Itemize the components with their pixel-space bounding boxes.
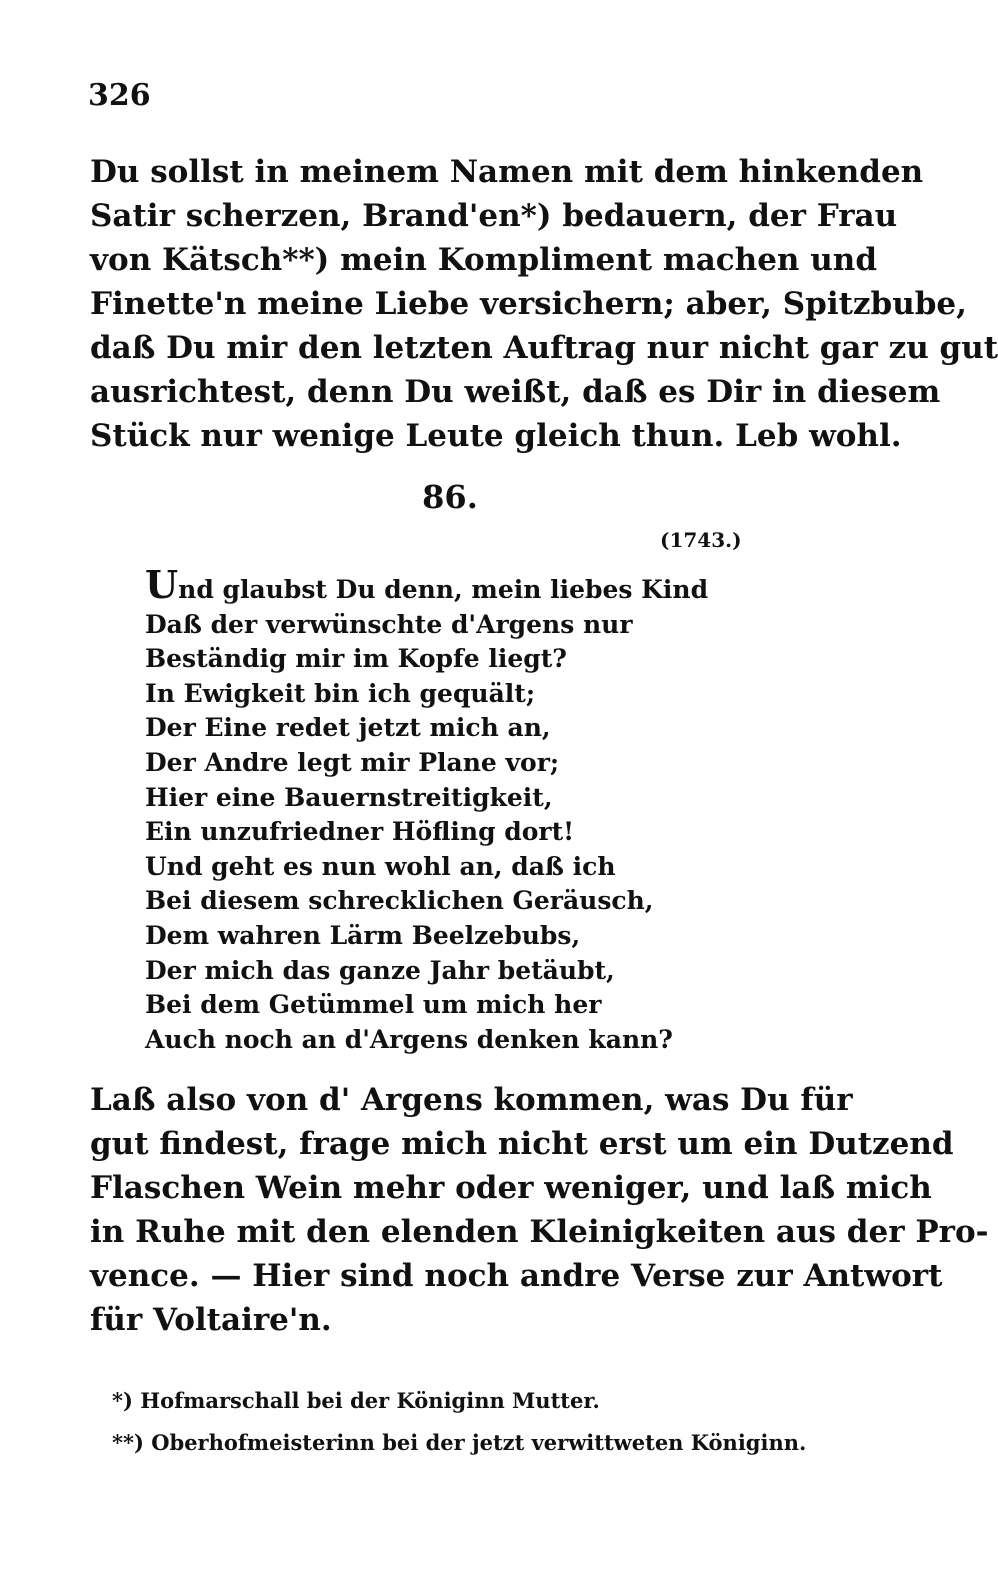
page-number: 326 — [88, 78, 151, 113]
paragraph-top — [90, 150, 998, 458]
poem — [145, 562, 765, 1057]
poem-line: Der Andre legt mir Plane vor; — [145, 747, 560, 777]
text-line: Flaschen Wein mehr oder weniger, und laß mich — [90, 1170, 932, 1206]
text-line: vence. — Hier sind noch andre Verse zur Antwort — [90, 1258, 943, 1294]
poem-line: Dem wahren Lärm Beelzebubs, — [145, 920, 581, 950]
text-line: Laß also von d' Argens kommen, was Du für — [90, 1082, 853, 1118]
poem-line: Der mich das ganze Jahr betäubt, — [145, 955, 615, 985]
text-line: Stück nur wenige Leute gleich thun. Leb wohl. — [90, 418, 902, 454]
poem-line: Daß der verwünschte d'Argens nur — [145, 609, 633, 639]
text-line: für Voltaire'n. — [90, 1302, 332, 1338]
letter-number: 86. — [422, 478, 478, 516]
poem-line: Hier eine Bauernstreitigkeit, — [145, 782, 553, 812]
poem-line: Bei diesem schrecklichen Geräusch, — [145, 886, 654, 916]
poem-line: Der Eine redet jetzt mich an, — [145, 713, 551, 743]
text-line: Finette'n meine Liebe versichern; aber, Spitzbube, — [90, 286, 967, 322]
paragraph-bottom — [90, 1078, 989, 1342]
poem-line: Beständig mir im Kopfe liegt? — [145, 644, 567, 674]
poem-line: In Ewigkeit bin ich gequält; — [145, 678, 536, 708]
text-line: in Ruhe mit den elenden Kleinigkeiten aus der Pro- — [90, 1214, 989, 1250]
poem-line: Auch noch an d'Argens denken kann? — [145, 1024, 673, 1054]
text-line: Du sollst in meinem Namen mit dem hinkenden — [90, 154, 924, 190]
poem-line — [145, 562, 765, 608]
text-line: ausrichtest, denn Du weißt, daß es Dir in diesem — [90, 374, 941, 410]
text-line: daß Du mir den letzten Auftrag nur nicht gar zu gut — [90, 330, 998, 366]
footnote: **) Oberhofmeisterinn bei der jetzt verwittweten Königinn. — [112, 1430, 807, 1455]
poem-line: Und geht es nun wohl an, daß ich — [145, 851, 616, 881]
poem-line: Ein unzufriedner Höfling dort! — [145, 817, 575, 847]
text-line: von Kätsch**) mein Kompliment machen und — [90, 242, 878, 278]
poem-line-text: nd glaubst Du denn, mein liebes Kind — [178, 575, 709, 604]
letter-year: (1743.) — [660, 528, 742, 552]
text-line: Satir scherzen, Brand'en*) bedauern, der Frau — [90, 198, 898, 234]
text-line: gut findest, frage mich nicht erst um ein Dutzend — [90, 1126, 954, 1162]
footnote: *) Hofmarschall bei der Königinn Mutter. — [112, 1388, 600, 1413]
footnotes — [112, 1380, 807, 1464]
poem-line: Bei dem Getümmel um mich her — [145, 990, 602, 1020]
drop-initial: U — [145, 562, 179, 607]
